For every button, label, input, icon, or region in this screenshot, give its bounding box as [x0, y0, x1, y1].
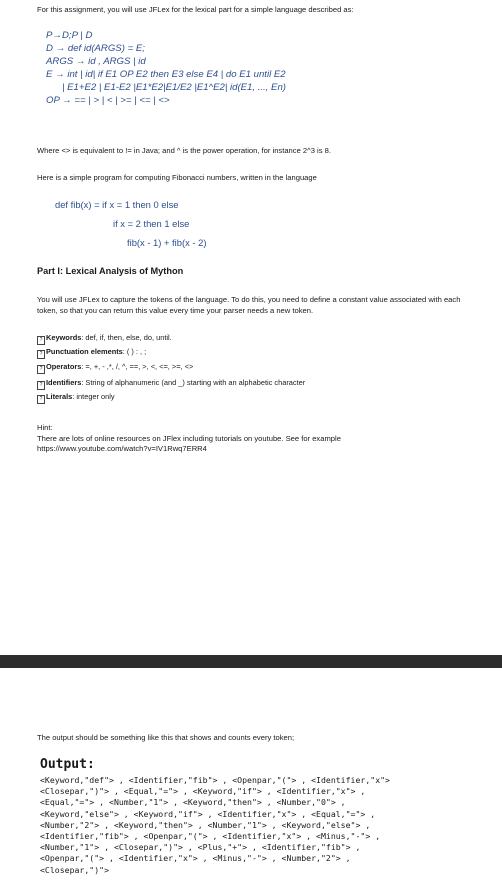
- output-line: <Number,"2"> , <Keyword,"then"> , <Number,"1"> , <Keyword,"else"> ,: [40, 819, 371, 830]
- bullet-item: [37, 392, 115, 404]
- bullet-text: : =, +, - ,*, /, ^, ==, >, <, <=, >=, <>: [81, 362, 194, 371]
- output-title: Output:: [40, 757, 95, 772]
- hint-label: Hint:: [37, 423, 53, 432]
- page-separator: [0, 655, 502, 668]
- bullet-label: Punctuation elements: [46, 347, 123, 356]
- hint-url-link[interactable]: https://www.youtube.com/watch?v=IV1Rwq7ERR4: [37, 444, 207, 453]
- output-block: [40, 775, 390, 876]
- output-line: <Identifier,"fib"> , <Openpar,"("> , <Identifier,"x"> , <Minus,"-"> ,: [40, 831, 381, 842]
- bullet-placeholder-icon: ?: [37, 336, 45, 345]
- code-line: if x = 2 then 1 else: [113, 218, 190, 229]
- output-line: <Keyword,"def"> , <Identifier,"fib"> , <Openpar,"("> , <Identifier,"x">: [40, 775, 390, 785]
- part-text: You will use JFLex to capture the tokens of the language. To do this, you need to define a constant value associated with each token, so that you can return this value every time your parser needs a new token.: [37, 295, 461, 315]
- bullet-label: Operators: [46, 362, 82, 371]
- code-line: def fib(x) = if x = 1 then 0 else: [55, 199, 179, 210]
- hint-text: There are lots of online resources on JFlex including tutorials on youtube. See for example: [37, 434, 341, 443]
- bullet-item: [37, 378, 305, 390]
- bullet-placeholder-icon: ?: [37, 395, 45, 404]
- bullet-label: Keywords: [46, 333, 82, 342]
- part-heading: Part I: Lexical Analysis of Mython: [37, 266, 184, 276]
- output-line: <Number,"1"> , <Closepar,")"> , <Plus,"+"> , <Identifier,"fib"> ,: [40, 842, 361, 853]
- bullet-label: Literals: [46, 392, 73, 401]
- output-line: <Equal,"="> , <Number,"1"> , <Keyword,"then"> , <Number,"0"> ,: [40, 797, 346, 808]
- output-intro: The output should be something like this that shows and counts every token;: [37, 733, 295, 742]
- bullet-label: Identifiers: [46, 378, 82, 387]
- code-line: fib(x - 1) + fib(x - 2): [127, 237, 207, 248]
- bullet-text: : String of alphanumeric (and _) starting with an alphabetic character: [81, 378, 306, 387]
- grammar-block: [46, 30, 286, 107]
- bullet-item: [37, 347, 146, 359]
- bullet-placeholder-icon: ?: [37, 381, 45, 390]
- bullet-item: [37, 362, 193, 374]
- grammar-line: E → int | id| if E1 OP E2 then E3 else E4 | do E1 until E2: [46, 68, 286, 80]
- grammar-line: ARGS → id , ARGS | id: [46, 55, 146, 67]
- bullet-placeholder-icon: ?: [37, 365, 45, 374]
- grammar-line: | E1+E2 | E1-E2 |E1*E2|E1/E2 |E1^E2| id(E1, ..., En): [62, 81, 286, 93]
- fib-intro: Here is a simple program for computing Fibonacci numbers, written in the language: [37, 173, 317, 182]
- bullet-text: : ( ) : , ;: [122, 347, 147, 356]
- bullet-text: : def, if, then, else, do, until.: [81, 333, 172, 342]
- output-line: <Closepar,")"> , <Equal,"="> , <Keyword,"if"> , <Identifier,"x"> ,: [40, 786, 366, 797]
- grammar-line: OP → == | > | < | >= | <= | <>: [46, 94, 170, 106]
- where-note: Where <> is equivalent to != in Java; and ^ is the power operation, for instance 2^3 is 8.: [37, 146, 331, 155]
- intro-text: For this assignment, you will use JFLex for the lexical part for a simple language described as:: [37, 5, 354, 14]
- grammar-line: D → def id(ARGS) = E;: [46, 42, 145, 54]
- output-line: <Openpar,"("> , <Identifier,"x"> , <Minus,"-"> , <Number,"2"> ,: [40, 853, 351, 864]
- output-line: <Closepar,")">: [40, 864, 110, 875]
- bullet-item: [37, 333, 172, 345]
- output-line: <Keyword,"else"> , <Keyword,"if"> , <Identifier,"x"> , <Equal,"="> ,: [40, 808, 376, 819]
- bullet-text: : integer only: [72, 392, 115, 401]
- grammar-line: P→D;P | D: [46, 30, 93, 41]
- bullet-placeholder-icon: ?: [37, 350, 45, 359]
